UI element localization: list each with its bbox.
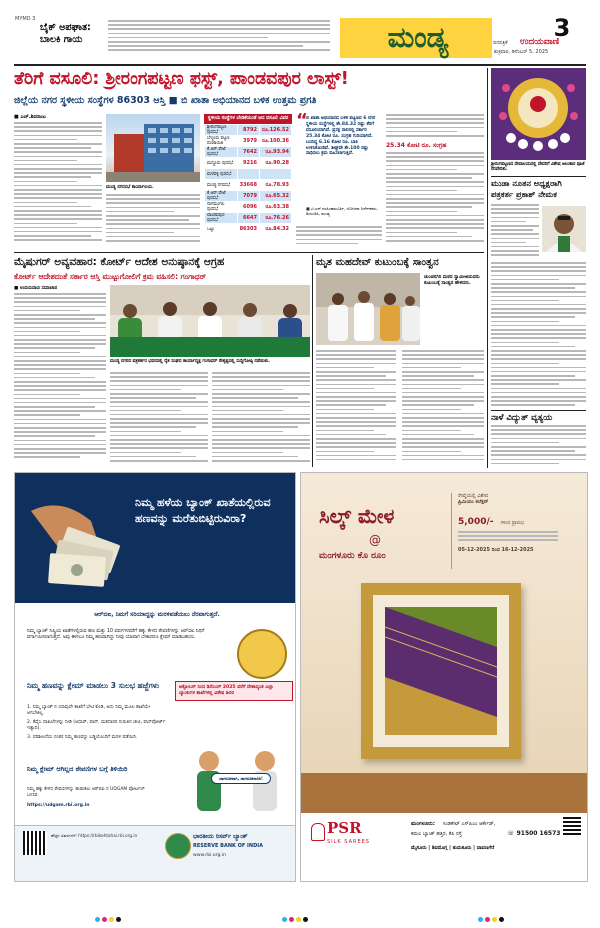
collection-table-row [205,180,292,191]
rbi-ad-links[interactable]: ಹೆಚ್ಚಿನ ವಿವರಗಳಿಗೆ: https://rbikehtahai.rbi.org.in [51,833,138,838]
lead-bottom-rule [14,252,484,253]
psr-offer-lines [458,531,558,545]
rbi-ad-bubble: ಜಾಗರೂಕರಾಗಿ, ಜಾಗರೂಕರಾಗಿರಿ! [211,773,271,784]
collection-table-cell-name: ಮಂಡ್ಯ ನಗರಸಭೆ [205,180,238,191]
temple-photo-caption: ಶ್ರೀರಂಗಪಟ್ಟಣದ ದೇವಾಲಯದಲ್ಲಿ ದೇವರಿಗೆ ವಿಶೇಷ ಅಲಂಕಾರ ಪೂಜೆ ನೆರವೇರಿತು. [491,162,585,173]
paper-label: ದಿನಪತ್ರಿಕೆ [493,40,508,46]
collection-table-body [204,124,292,235]
psr-cities: ಮೈಸೂರು | ಶಿವಮೊಗ್ಗ | ತುಮಕೂರು | ದಾವಣಗೆರೆ [411,845,495,851]
rbi-ad-step: 2. ಕೆವೈಸಿ ದಾಖಲೆಗಳನ್ನು ನೀಡಿ (ಆಧಾರ್, ಪಾನ್, ಮತದಾರರ ಗುರುತಿನ ಚೀಟಿ, ಪಾಸ್‌ಪೋರ್ಟ್ ಇತ್ಯಾದಿ). [27,720,166,731]
collection-table-cell-name: ನಾಗಮಂಗಲ ಪುರಸಭೆ [205,202,238,213]
psr-address-label: ಮಂಗಳೂರು: [411,821,435,827]
psr-brand: PSR [327,819,362,837]
psr-ad-headline: ಸಿಲ್ಕ್ ಮೇಳ [319,504,395,528]
collection-table-row [205,158,292,169]
court-photo [110,285,310,357]
main-right-divider [487,68,488,468]
collection-table-cell-count: 33668 [237,180,259,191]
rbi-ad-steps [27,705,167,741]
collection-table-cell-value: ರೂ.126.52 [259,125,291,136]
psr-offer-line1: ರೇಷ್ಮೆಯಲ್ಲಿ ವಿಶೇಷ [458,493,489,499]
reg-dot-black [116,917,121,922]
collection-table-cell-name: ಪಾಂಡವಪುರ ಪುರಸಭೆ [205,213,238,224]
quote-mark-icon: “ [296,110,308,131]
reg-dot-cyan [478,917,483,922]
reg-dot-black [303,917,308,922]
collection-table-cell-value: ರೂ.100.36 [259,136,291,147]
collection-table-cell-count: 7642 [237,147,259,158]
collection-table-cell-value [259,169,291,180]
saree-illustration [385,607,497,735]
collection-table [204,114,292,235]
reg-dot-yellow [492,917,497,922]
family-visit-illustration [316,273,420,345]
rbi-ad [14,472,296,882]
lead-body-col4 [296,226,382,248]
paper-name: ಉದಯವಾಣಿ [520,37,560,47]
power-cut-headline: ನಾಳೆ ವಿದ್ಯುತ್ ವ್ಯತ್ಯಯ [491,412,553,422]
psr-price-note: ಗಳಿಂದ ಪ್ರಾರಂಭ [500,521,524,526]
rbi-ad-steps-title: ನಿಮ್ಮ ಹಣವನ್ನು ಕ್ಲೇಮ್ ಮಾಡಲು 3 ಸುಲಭ ಹಜ್ಜೆಗಳು [27,681,160,690]
reg-dot-cyan [282,917,287,922]
rbi-url[interactable]: www.rbi.org.in [193,853,227,858]
rbi-name-en: RESERVE BANK OF INDIA [193,843,263,849]
collection-table-cell-value: ರೂ.65.32 [259,191,291,202]
section-title: ಮಂಡ್ಯ [387,21,449,54]
collection-table-cell-value: ರೂ.76.26 [259,213,291,224]
collection-table-cell-name: ಒಟ್ಟು [205,224,238,235]
rbi-ad-campaign: ಅಕ್ಟೋಬರ್ ನಿಂದ ಡಿಸೆಂಬರ್ 2025 ವರೆಗೆ ದೇಶಾದ್ಯಂತ ಎಲ್ಲಾ ಬ್ಯಾಂಕುಗಳ ಶಾಖೆಗಳಲ್ಲಿ ವಿಶೇಷ ಶಿಬಿರ [175,681,293,701]
lead-body-col2 [106,194,200,248]
psr-dates: 05-12-2025 ರಿಂದ 16-12-2025 [458,547,534,553]
rbi-qr-icon[interactable] [23,831,47,855]
rbi-ad-sub: ಆರ್‌ಬಿಐ, ನಿಮಗೆ ಸರಿಯಾದ್ದನ್ನು ಮರಳಿಪಡೆಯಲು ನೆರವಾಗುತ್ತದೆ. [94,611,220,618]
masthead [0,14,600,62]
family-photo-caption: ಚುಂಚನಗಿರಿ ಮಠದ ಸ್ವಾಮೀಜಿಯವರು ಕುಟುಂಬಕ್ಕೆ ಸಾಂತ್ವನ ಹೇಳಿದರು. [424,275,480,286]
press-meet-illustration [110,285,310,357]
collection-table-cell-count: 8792 [237,125,259,136]
building-illustration [106,114,200,182]
quote-box [296,110,382,224]
collection-table-cell-count: 6096 [237,202,259,213]
rbi-ad-udgam-body: ನಿಮ್ಮ ಹಕ್ಕು ಕೇಳದ ಠೇವಣಿಗಳನ್ನು ಹುಡುಕಲು ಆರ್‌ಬಿಐ ನ UDGAM ಪೋರ್ಟಲ್ ಬಳಸಿರಿ. [27,787,145,798]
reg-dot-magenta [289,917,294,922]
lead-body-col5a [386,114,484,140]
rbi-name: ಭಾರತೀಯ ರಿಸರ್ವ್ ಬ್ಯಾಂಕ್ [193,833,248,840]
collection-table-cell-count: 3979 [237,136,259,147]
reg-dot-magenta [102,917,107,922]
collection-table-cell-count: 7079 [237,191,259,202]
psr-floor [301,773,587,813]
muda-portrait [542,206,586,252]
deity-decoration-illustration [491,68,586,160]
collection-table-cell-value: ರೂ.63.38 [259,202,291,213]
collection-table-cell-count [237,169,259,180]
reg-dot-yellow [296,917,301,922]
court-body-col2 [110,372,208,466]
rbi-ad-body: ನಿಮ್ಮ ಬ್ಯಾಂಕ್ ನಿಷ್ಕ್ರಿಯ ಖಾತೆಗಳಲ್ಲಿರುವ ಹಣ ಮತ್ತು 10 ವರ್ಷಗಳವರೆಗೆ ಹಕ್ಕು ಕೇಳದ ಠೇವಣಿಗಳನ್ನು ಆರ್‌ಬಿಐ ನಿಧಿಗೆ ವರ್ಗಾಯಿಸಲಾಗುತ್ತದೆ. ಅವು ಈಗಲೂ ನಿಮ್ಮ ಹಣವಾಗಿದ್ದು ನೀವು ಯಾವಾಗ ಬೇಕಾದರೂ ಕ್ಲೇಮ್ ಮಾಡಬಹುದು. [27,629,205,641]
court-headline: ಮೈಷುಗರ್ ಅವ್ಯವಹಾರ: ಕೋರ್ಟ್ ಆದೇಶ ಅನುಷ್ಠಾನಕ್ಕೆ ಆಗ್ರಹ [14,256,225,268]
family-headline: ಮೃತ ಮಹದೇವ್ ಕುಟುಂಬಕ್ಕೆ ಸಾಂತ್ವನ [316,257,439,268]
psr-brand-sub: SILK SAREES [327,839,370,845]
lead-stat-line: 25.34 ಕೋಟಿ ರೂ. ಸಂಗ್ರಹ [386,142,447,149]
psr-price: 5,000/- [458,517,494,527]
family-body-col1 [316,350,396,466]
collection-table-cell-value: ರೂ.84.32 [259,224,291,235]
reg-dot-cyan [95,917,100,922]
reg-dot-magenta [485,917,490,922]
muda-headline: ಮುಡಾ ನೂತನ ಅಧ್ಯಕ್ಷರಾಗಿ ಪತ್ರಕರ್ತ ಪ್ರಕಾಶ್ ನೇಮಕ [491,178,562,199]
collection-table-row [205,202,292,213]
collection-table-cell-name: ಮಳವಳ್ಳಿ ಪುರಸಭೆ [205,169,238,180]
court-photo-caption: ಮಂಡ್ಯ ನಗರದ ಪತ್ರಕರ್ತರ ಭವನದಲ್ಲಿ ರೈತ ಸಂಘದ ಕಾರ್ಯಾಧ್ಯಕ್ಷ ಗಂಗಾಧರ್ ನೇತೃತ್ವದಲ್ಲಿ ಸುದ್ದಿಗೋಷ್ಠಿ ನಡೆಯಿತು. [110,359,270,364]
temple-photo [491,68,586,160]
collection-table-cell-count: 9216 [237,158,259,169]
collection-table-row [205,213,292,224]
psr-offer-line2: ಪ್ರಿಮಿಯಂ ಕಲೆಕ್ಷನ್ [458,499,489,505]
collection-table-row [205,125,292,136]
psr-ad-at: @ [369,533,381,547]
psr-address2: ಕಮಲ ಬ್ಯಾಂಕ್ ಹತ್ತಿರ, ಕೆಪಿ ರಸ್ತೆ [411,831,462,837]
lead-body-col5b [386,152,484,248]
court-family-divider [312,255,313,467]
psr-qr-icon[interactable] [563,817,581,835]
psr-offer-box [451,493,580,569]
family-photo [316,273,420,345]
portrait-illustration [542,206,586,252]
collection-table-cell-name: ಕೆ.ಆರ್.ಪೇಟೆ ಪುರಸಭೆ [205,147,238,158]
lead-photo-caption: ಮಂಡ್ಯ ನಗರಸಭೆ ಕಾರ್ಯಾಲಯ. [106,185,154,190]
lead-byline: ■ ಎಚ್.ಶಿವರಾಜು [14,114,46,120]
muda-body-b [491,262,586,410]
collection-table-title: ಸ್ಥಳೀಯ ಸಂಸ್ಥೆಗಳ ಬೇಡಿಕೆಯಂತೆ ಆದ ವಸೂಲಿ ವಿವರ [204,114,292,124]
rbi-ad-udgam-title: ನಿಮ್ಮ ಕ್ಲೇಮ್ ಆಗಿಲ್ಲದ ಠೇವಣಿಗಳ ಬಗ್ಗೆ ತಿಳಿಯಿರಿ [27,765,128,773]
collection-table-row [205,147,292,158]
rbi-ad-hand-note [21,491,131,601]
rbi-ad-step: 1. ನಿಮ್ಮ ಬ್ಯಾಂಕ್ ನ ಯಾವುದೇ ಶಾಖೆಗೆ ಭೇಟಿ ಕೊಡಿ, ಅದು ನಿಮ್ಮ ಮೂಲ ಶಾಖೆಯೇ ಆಗಬೇಕಿಲ್ಲ. [27,705,151,716]
collection-table-cell-count: 6647 [237,213,259,224]
collection-table-cell-value: ರೂ.90.28 [259,158,291,169]
collection-table-row [205,169,292,180]
reg-dot-black [499,917,504,922]
edition-code: MYMD 3 [15,16,36,22]
quote-text: ಬಿ ಖಾತಾ ಅಭಿಯಾನದ ಬಳಿಕ ಪಟ್ಟಣದ 6 ನಗರ ಸ್ಥಳೀಯ ಸಂಸ್ಥೆಗಳಲ್ಲಿ ಶೇ.84.32 ರಷ್ಟು ತೆರಿಗೆ ವಸೂಲಿಯಾಗಿದೆ. ಪ್ರಸಕ್ತ ಸಾಲಿನಲ್ಲಿ ಸರ್ಕಾರ 25.34 ಕೋಟಿ ರೂ. ಸಂಗ್ರಹ ಗುರಿಯಾಗಿದೆ. ಬಂದಿದ್ದ 6.16 ಕೋಟಿ ರೂ. ಬಾಕಿ ಉಳಿಸಿಕೊಂಡಿವೆ. ಶೀಘ್ರವೇ ಶೇ.100 ರಷ್ಟು ಸಾಧಿಸಲು ಕ್ರಮ ವಹಿಸಲಾಗುತ್ತಿದೆ. [306,116,376,157]
psr-ad [300,472,588,882]
money-hand-icon [21,491,131,601]
collection-table-row [205,224,292,235]
reg-dot-yellow [109,917,114,922]
collection-table-cell-name: ಕೆ.ಆರ್.ಪೇಟೆ ಪುರಸಭೆ [205,191,238,202]
rbi-ad-headline: ನಿಮ್ಮ ಹಳೆಯ ಬ್ಯಾಂಕ್ ಖಾತೆಯಲ್ಲಿರುವ ಹಣವನ್ನು ಮರೆತುಬಿಟ್ಟಿರುವಿರಾ? [135,496,271,525]
collection-table-cell-value: ರೂ.78.93 [259,180,291,191]
collection-table-row [205,191,292,202]
rbi-ad-udgam-url[interactable]: https://udgam.rbi.org.in [27,803,90,808]
right-col-rule-2 [491,410,586,411]
psr-phone[interactable]: ☏ 91500 16573 [507,830,561,837]
rbi-ad-step: 3. ಪರಿಶೀಲನೆಯ ನಂತರ ನಿಮ್ಮ ಹಣವನ್ನು ಬಡ್ಡಿಯೊಂದಿಗೆ ಮರಳಿ ಪಡೆಯಿರಿ. [27,735,138,740]
collection-table-cell-count: 86303 [237,224,259,235]
lead-headline: ತೆರಿಗೆ ವಸೂಲಿ: ಶ್ರೀರಂಗಪಟ್ಟಣ ಫಸ್ಟ್, ಪಾಂಡವಪುರ ಲಾಸ್ಟ್! [14,69,349,89]
muda-body-a [491,204,539,260]
collection-table-cell-name: ಶ್ರೀರಂಗಪಟ್ಟಣ ಪುರಸಭೆ [205,125,238,136]
masthead-brief-text [108,20,330,56]
court-body-col3 [212,372,310,466]
court-body-col1 [14,293,106,465]
psr-logo-icon [311,823,325,841]
collection-table-row [205,136,292,147]
family-body-col2 [402,350,484,466]
lead-body-col1 [14,122,102,246]
lead-photo [106,114,200,182]
psr-ad-venue: ಮಂಗಳೂರು ಕೊ ರೂಂ [319,551,386,561]
court-byline: ■ ಉದಯವಾಣಿ ಸಮಾಚಾರ [14,286,58,291]
psr-address: ಸಿಂಡಿಕೇಟ್ ಎಸ್‌ಪಿಎಂ ಆರ್ಕೇಡ್, [443,821,496,827]
court-subhead: ಕೋರ್ಟ್ ಆದೇಶದಂತೆ ಸರ್ಕಾರ ಆಸ್ತಿ ಮುಟ್ಟುಗೋಲಿಗೆ ಕ್ರಮ ವಹಿಸಲಿ: ಗಂಗಾಧರ್ [14,272,207,281]
quote-attribution: ■ ಟಿ.ಎನ್.ನರಸಿಂಹಮೂರ್ತಿ, ಯೋಜನಾ ನಿರ್ದೇಶಕರು, ಡಿಯುಡಿಸಿ, ಮಂಡ್ಯ [306,206,378,216]
page-date: ಶುಕ್ರವಾರ, ಡಿಸೆಂಬರ್ 5, 2025 [494,49,549,55]
rbi-seal-icon [237,629,287,679]
psr-saree-image [385,607,497,735]
collection-table-cell-name: ಬೆಳ್ಳೂರು ಪಟ್ಟಣ ಪಂಚಾಯಿತಿ [205,136,238,147]
masthead-left-headline: ಬೈಕ್ ಅಪಘಾತ: ಬಾಲಕಿ ಗಾಯ [40,22,91,45]
lead-subhead: ಜಿಲ್ಲೆಯ ನಗರ ಸ್ಥಳೀಯ ಸಂಸ್ಥೆಗಳ 86303 ಆಸ್ತಿ ■ ಬಿ ಖಾತಾ ಅಭಿಯಾನದ ಬಳಿಕ ಉತ್ತಮ ಪ್ರಗತಿ [14,95,317,106]
right-col-rule-1 [491,176,586,177]
rbi-logo-icon [165,833,191,859]
page-number: 3 [553,14,571,42]
power-cut-body [491,425,586,467]
collection-table-cell-value: ರೂ.93.94 [259,147,291,158]
collection-table-cell-name: ಮದ್ದೂರು ಪುರಸಭೆ [205,158,238,169]
